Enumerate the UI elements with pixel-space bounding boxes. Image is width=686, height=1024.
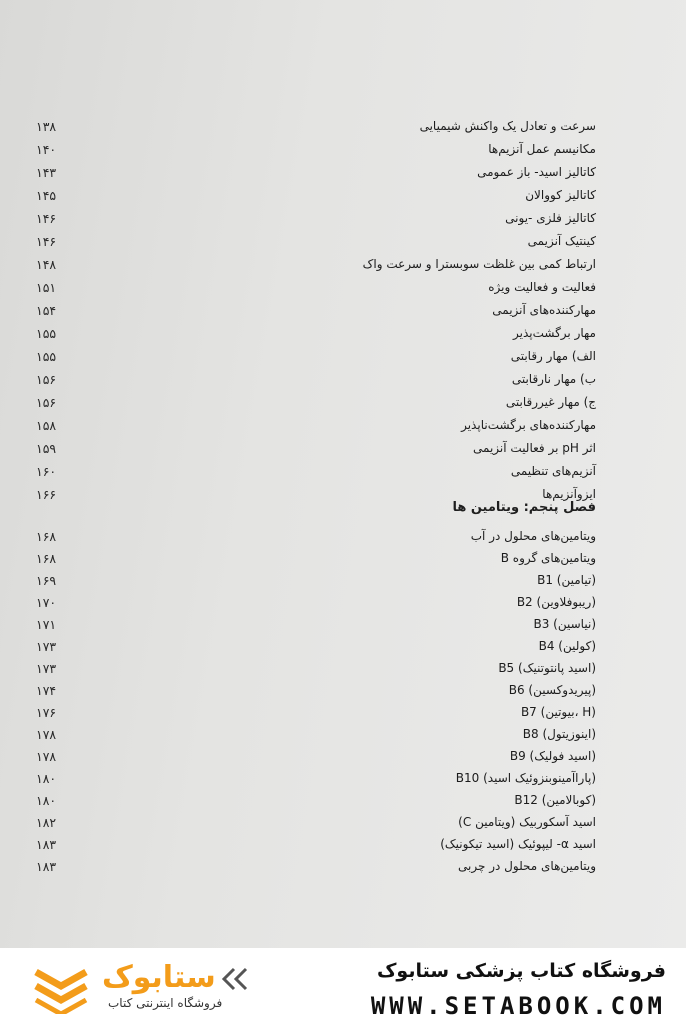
toc-entry: [36, 724, 596, 744]
toc-entry: [36, 856, 596, 876]
toc-entry-title: آنزیم‌های تنظیمی: [510, 464, 596, 478]
toc-page-number: ۱۵۸: [36, 417, 57, 433]
toc-page-number: ۱۵۹: [36, 440, 57, 456]
toc-entry: [36, 570, 596, 590]
store-logo[interactable]: [30, 960, 280, 1016]
toc-entry: [36, 162, 596, 182]
toc-entry: [36, 346, 596, 366]
toc-page-number: ۱۵۴: [36, 302, 57, 318]
toc-entry: [36, 636, 596, 656]
toc-page-number: ۱۵۶: [36, 394, 57, 410]
toc-entry: [36, 116, 596, 136]
toc-page-number: ۱۵۵: [36, 325, 57, 341]
toc-entry-title: اثر pH بر فعالیت آنزیمی: [473, 441, 596, 455]
toc-page-number: ۱۷۰: [36, 594, 57, 610]
toc-entry-title: مهارکننده‌های برگشت‌ناپذیر: [461, 418, 596, 432]
toc-entry: [36, 277, 596, 297]
toc-entry-title: کاتالیز فلزی -یونی: [505, 211, 596, 225]
toc-page-number: ۱۵۵: [36, 348, 57, 364]
toc-page-number: ۱۴۶: [36, 210, 57, 226]
toc-entry: [36, 438, 596, 458]
toc-page-number: ۱۴۸: [36, 256, 57, 272]
toc-entry-title: ارتباط کمی بین غلظت سوبسترا و سرعت واک: [362, 257, 596, 271]
toc-entry-title: ویتامین‌های محلول در چربی: [458, 859, 596, 873]
logo-tagline: فروشگاه اینترنتی کتاب: [108, 996, 223, 1010]
toc-entry-title: ب) مهار نارقابتی: [511, 372, 596, 386]
store-name: فروشگاه کتاب پزشکی ستابوک: [376, 960, 666, 982]
toc-entry-title: ایزوآنزیم‌ها: [542, 487, 596, 501]
toc-entry-title: کینتیک آنزیمی: [527, 234, 596, 248]
toc-entry-title: B4 (کولین): [538, 639, 596, 653]
toc-entry-title: B12 (کوبالامین): [514, 793, 596, 807]
toc-entry: [36, 790, 596, 810]
toc-entry: [36, 139, 596, 159]
toc-entry: [36, 680, 596, 700]
toc-page-number: ۱۸۳: [36, 836, 57, 852]
chevron-stack-icon: [30, 964, 92, 1014]
toc-entry: [36, 300, 596, 320]
toc-entry: [36, 834, 596, 854]
toc-page-number: ۱۷۴: [36, 682, 57, 698]
toc-page-number: ۱۶۰: [36, 463, 57, 479]
toc-page-number: ۱۴۳: [36, 164, 57, 180]
toc-entry: [36, 185, 596, 205]
toc-entry: [36, 208, 596, 228]
toc-page-number: ۱۸۰: [36, 770, 57, 786]
toc-page-number: ۱۴۰: [36, 141, 57, 157]
toc-entry-title: کاتالیز اسید- باز عمومی: [477, 165, 596, 179]
toc-entry: [36, 658, 596, 678]
toc-entry-title: B9 (اسید فولیک): [509, 749, 596, 763]
toc-page-number: ۱۵۱: [36, 279, 57, 295]
toc-entry: [36, 369, 596, 389]
toc-page-number: ۱۵۶: [36, 371, 57, 387]
toc-entry-title: B8 (اینوزیتول): [522, 727, 596, 741]
double-chevron-icon: [220, 966, 250, 992]
toc-page-number: ۱۷۶: [36, 704, 57, 720]
toc-page-number: ۱۴۵: [36, 187, 57, 203]
toc-page-number: ۱۶۸: [36, 528, 57, 544]
toc-page-number: ۱۷۳: [36, 660, 57, 676]
toc-entry: [36, 415, 596, 435]
toc-entry-title: B5 (اسید پانتوتنیک): [498, 661, 596, 675]
toc-entry-title: B1 (تیامین): [537, 573, 596, 587]
toc-entry-title: مهار برگشت‌پذیر: [513, 326, 596, 340]
toc-entry: [36, 614, 596, 634]
logo-name: ستابوک: [102, 960, 216, 995]
toc-page-number: ۱۷۸: [36, 726, 57, 742]
toc-page-number: ۱۳۸: [36, 118, 57, 134]
toc-entry-title: B10 (پاراآمینوبنزوئیک اسید): [455, 771, 596, 785]
toc-page-number: ۱۷۳: [36, 638, 57, 654]
toc-page-number: ۱۷۱: [36, 616, 57, 632]
toc-entry: [36, 592, 596, 612]
toc-entry-title: ویتامین‌های محلول در آب: [470, 529, 596, 543]
toc-page-number: ۱۷۸: [36, 748, 57, 764]
toc-page-number: ۱۸۲: [36, 814, 57, 830]
toc-entry: [36, 768, 596, 788]
toc-entry: [36, 548, 596, 568]
toc-entry-title: B7 (بیوتین، H): [520, 705, 596, 719]
toc-entry-title: B2 (ریبوفلاوین): [516, 595, 596, 609]
toc-entry-title: کاتالیز کووالان: [525, 188, 596, 202]
toc-entry: [36, 702, 596, 722]
toc-page-number: ۱۸۰: [36, 792, 57, 808]
toc-entry-title: B6 (پیریدوکسین): [508, 683, 596, 697]
toc-entry: [36, 812, 596, 832]
toc-entry: [36, 323, 596, 343]
toc-entry: [36, 254, 596, 274]
toc-entry: [36, 392, 596, 412]
toc-page-number: ۱۴۶: [36, 233, 57, 249]
toc-entry-title: مکانیسم عمل آنزیم‌ها: [488, 142, 596, 156]
toc-entry-title: مهارکننده‌های آنزیمی: [492, 303, 596, 317]
toc-entry: [36, 231, 596, 251]
toc-entry: [36, 746, 596, 766]
toc-entry: [36, 461, 596, 481]
toc-entry-title: ج) مهار غیررقابتی: [505, 395, 596, 409]
chapter-heading: فصل پنجم: ویتامین ها: [452, 500, 596, 515]
toc-entry-title: فعالیت و فعالیت ویژه: [488, 280, 596, 294]
toc-page-number: ۱۶۹: [36, 572, 57, 588]
toc-entry: [36, 526, 596, 546]
toc-entry-title: سرعت و تعادل یک واکنش شیمیایی: [419, 119, 596, 133]
toc-page-number: ۱۶۸: [36, 550, 57, 566]
toc-entry-title: B3 (نیاسین): [533, 617, 596, 631]
toc-entry-title: اسید α- لیپوئیک (اسید تیکونیک): [440, 837, 596, 851]
toc-entry-title: ویتامین‌های گروه B: [500, 551, 596, 565]
toc-page-number: ۱۸۳: [36, 858, 57, 874]
store-url[interactable]: WWW.SETABOOK.COM: [370, 992, 666, 1020]
toc-entry-title: اسید آسکوربیک (ویتامین C): [458, 815, 596, 829]
toc-entry-title: الف) مهار رقابتی: [510, 349, 596, 363]
toc-page-number: ۱۶۶: [36, 486, 57, 502]
store-brand: [346, 958, 666, 1024]
